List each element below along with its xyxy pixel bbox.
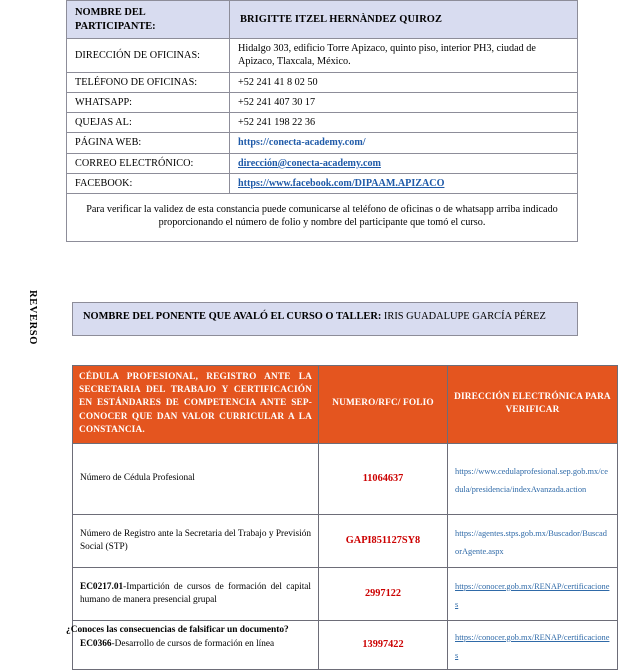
address-label: DIRECCIÓN DE OFICINAS: bbox=[67, 39, 230, 73]
table-row-email bbox=[67, 153, 578, 173]
participant-contact-table bbox=[66, 0, 578, 242]
row-description bbox=[73, 567, 319, 620]
complaints-value: +52 241 198 22 36 bbox=[230, 113, 578, 133]
row-description bbox=[73, 443, 319, 514]
credentials-header-row bbox=[73, 366, 618, 444]
row-number: 11064637 bbox=[319, 443, 448, 514]
email-label: CORREO ELECTRÓNICO: bbox=[67, 153, 230, 173]
whatsapp-label: WHATSAPP: bbox=[67, 92, 230, 112]
email-link[interactable]: dirección@conecta-academy.com bbox=[238, 157, 381, 169]
speaker-name: IRIS GUADALUPE GARCÍA PÉREZ bbox=[381, 311, 546, 322]
table-row-website bbox=[67, 133, 578, 153]
row-verification-link[interactable]: https://conocer.gob.mx/RENAP/certificaciones bbox=[455, 581, 610, 609]
table-row-complaints bbox=[67, 113, 578, 133]
table-row-address bbox=[67, 39, 578, 73]
speaker-label: NOMBRE DEL PONENTE QUE AVALÓ EL CURSO O TALLER: bbox=[83, 311, 382, 322]
whatsapp-value: +52 241 407 30 17 bbox=[230, 92, 578, 112]
verification-note: Para verificar la validez de esta constancia puede comunicarse al teléfono de oficinas o de whatsapp arriba indicado proporcionando el número de folio y nombre del participante que tomó el curso. bbox=[67, 194, 578, 242]
credentials-header-description: CÉDULA PROFESIONAL, REGISTRO ANTE LA SECRETARIA DEL TRABAJO Y CERTIFICACIÓN EN ESTÁNDARES DE COMPETENCIA ANTE SEP-CONOCER QUE DAN VALOR CURRICULAR A LA CONSTANCIA. bbox=[73, 366, 319, 444]
row-description-text: -Desarrollo de cursos de formación en línea bbox=[111, 639, 275, 650]
participant-name-value: BRIGITTE ITZEL HERNÀNDEZ QUIROZ bbox=[230, 1, 578, 39]
row-number: 2997122 bbox=[319, 567, 448, 620]
footer-question: ¿Conoces las consecuencias de falsificar un documento? bbox=[66, 625, 289, 635]
complaints-label: QUEJAS AL: bbox=[67, 113, 230, 133]
credentials-header-url: DIRECCIÓN ELECTRÓNICA PARA VERIFICAR bbox=[448, 366, 618, 444]
address-value: Hidalgo 303, edificio Torre Apizaco, quinto piso, interior PH3, ciudad de Apizaco, Tlaxcala, México. bbox=[230, 39, 578, 73]
row-verification-link[interactable]: https://www.cedulaprofesional.sep.gob.mx/cedula/presidencia/indexAvanzada.action bbox=[455, 466, 608, 494]
table-row-stps-registro bbox=[73, 514, 618, 567]
row-verification-link[interactable]: https://agentes.stps.gob.mx/Buscador/BuscadorAgente.aspx bbox=[455, 528, 607, 556]
website-label: PÁGINA WEB: bbox=[67, 133, 230, 153]
participant-name-label: NOMBRE DEL PARTICIPANTE: bbox=[67, 1, 230, 39]
table-row-verification-note bbox=[67, 194, 578, 242]
row-number: GAPI851127SY8 bbox=[319, 514, 448, 567]
table-row-ec0217 bbox=[73, 567, 618, 620]
row-description-text: Número de Cédula Profesional bbox=[80, 473, 195, 484]
facebook-label: FACEBOOK: bbox=[67, 173, 230, 193]
table-row-cedula-profesional bbox=[73, 443, 618, 514]
speaker-name-box bbox=[72, 302, 578, 336]
facebook-link[interactable]: https://www.facebook.com/DIPAAM.APIZACO bbox=[238, 177, 445, 189]
row-number: 13997422 bbox=[319, 620, 448, 669]
row-code: EC0366 bbox=[80, 639, 112, 650]
row-code: EC0217.01 bbox=[80, 581, 124, 592]
row-description-text: -Impartición de cursos de formación del capital humano de manera presencial grupal bbox=[80, 581, 311, 605]
credentials-header-number: NUMERO/RFC/ FOLIO bbox=[319, 366, 448, 444]
row-description-text: Número de Registro ante la Secretaria del Trabajo y Previsión Social (STP) bbox=[80, 528, 311, 552]
table-row-facebook bbox=[67, 173, 578, 193]
table-row-whatsapp bbox=[67, 92, 578, 112]
phone-label: TELÉFONO DE OFICINAS: bbox=[67, 72, 230, 92]
phone-value: +52 241 41 8 02 50 bbox=[230, 72, 578, 92]
website-link[interactable]: https://conecta-academy.com/ bbox=[238, 137, 366, 149]
row-verification-link[interactable]: https://conocer.gob.mx/RENAP/certificaciones bbox=[455, 632, 610, 660]
row-description bbox=[73, 514, 319, 567]
table-row-participant-name bbox=[67, 1, 578, 39]
side-label-reverso: REVERSO bbox=[27, 290, 38, 345]
table-row-phone bbox=[67, 72, 578, 92]
